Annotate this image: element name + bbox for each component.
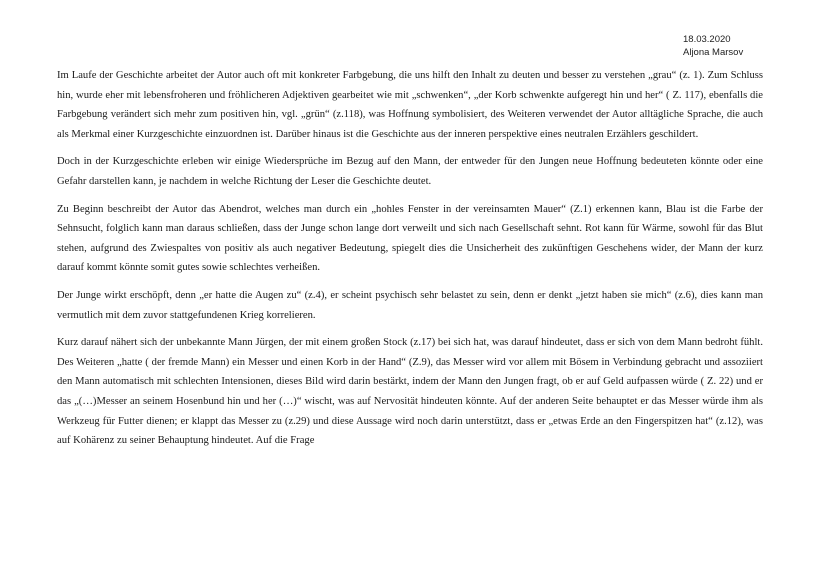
paragraph-3: Zu Beginn beschreibt der Autor das Abendrot, welches man durch ein „hohles Fenster in der vereinsamten Mauer“ (Z.1) erkennen kann, Blau ist die Farbe der Sehnsucht, folglich kann man daraus schließen, dass der Junge schon lange dort verweilt und sich nach Gesellschaft sehnt. Rot kann für Wärme, sowohl für das Blut stehen, aufgrund des Zwiespaltes von positiv als auch negativer Bedeutung, spiegelt dies die Unsicherheit des zukünftigen Geschehens wider, der Mann der kurz darauf kommt könnte somit gutes sowie schlechtes verheißen.: [57, 203, 763, 274]
document-body: [57, 66, 763, 451]
header-date: 18.03.2020: [683, 34, 731, 45]
document-header: [683, 33, 743, 59]
paragraph-2: Doch in der Kurzgeschichte erleben wir einige Wiedersprüche im Bezug auf den Mann, der entweder für den Jungen neue Hoffnung bedeuteten könnte oder eine Gefahr darstellen kann, je nachdem in welche Richtung der Leser die Geschichte deutet.: [57, 156, 763, 187]
paragraph-5: Kurz darauf nähert sich der unbekannte Mann Jürgen, der mit einem großen Stock (z.17) bei sich hat, was darauf hindeutet, dass er sich von dem Mann bedroht fühlt. Des Weiteren „hatte ( der fremde Mann) ein Messer und einen Korb in der Hand“ (Z.9), das Messer wird vor allem mit Bösem in Verbindung gebracht und assoziiert den Mann automatisch mit schlechten Intensionen, dieses Bild wird darin bestärkt, indem der Mann den Jungen fragt, ob er auf Geld aufpassen würde ( Z. 22) und er das „(…)Messer an seinem Hosenbund hin und her (…)“ wischt, was auf Nervosität hindeuten könnte. Auf der anderen Seite behauptet er das Messer würde ihm als Werkzeug für Futter dienen; er klappt das Messer zu (z.29) und diese Aussage wird noch darin unterstützt, dass er „etwas Erde an den Fingerspitzen hat“ (z.12), was auf Kohärenz zu seiner Behauptung hindeutet. Auf die Frage: [57, 337, 763, 447]
header-author: Aljona Marsov: [683, 47, 744, 58]
paragraph-4: Der Junge wirkt erschöpft, denn „er hatte die Augen zu“ (z.4), er scheint psychisch sehr belastet zu sein, denn er denkt „jetzt haben sie mich“ (z.6), dies kann man vermutlich mit dem zuvor stattgefundenen Krieg korrelieren.: [57, 289, 763, 321]
paragraph-1: Im Laufe der Geschichte arbeitet der Autor auch oft mit konkreter Farbgebung, die uns hilft den Inhalt zu deuten und besser zu verstehen „grau“ (z. 1). Zum Schluss hin, wurde eher mit lebensfroheren und fröhlicheren Adjektiven gearbeitet wie mit „schwenken“, „der Korb schwenkte aufgeregt hin und her“ ( Z. 117), ebenfalls die Farbgebung verändert sich mehr zum positiven hin, vgl. „grün“ (z.118), was Hoffnung symbolisiert, des Weiteren verwendet der Autor alltägliche Sprache, die auch als Merkmal einer Kurzgeschichte einzuordnen ist. Darüber hinaus ist die Geschichte aus der inneren perspektive eines neutralen Erzählers geschildert.: [57, 70, 763, 140]
